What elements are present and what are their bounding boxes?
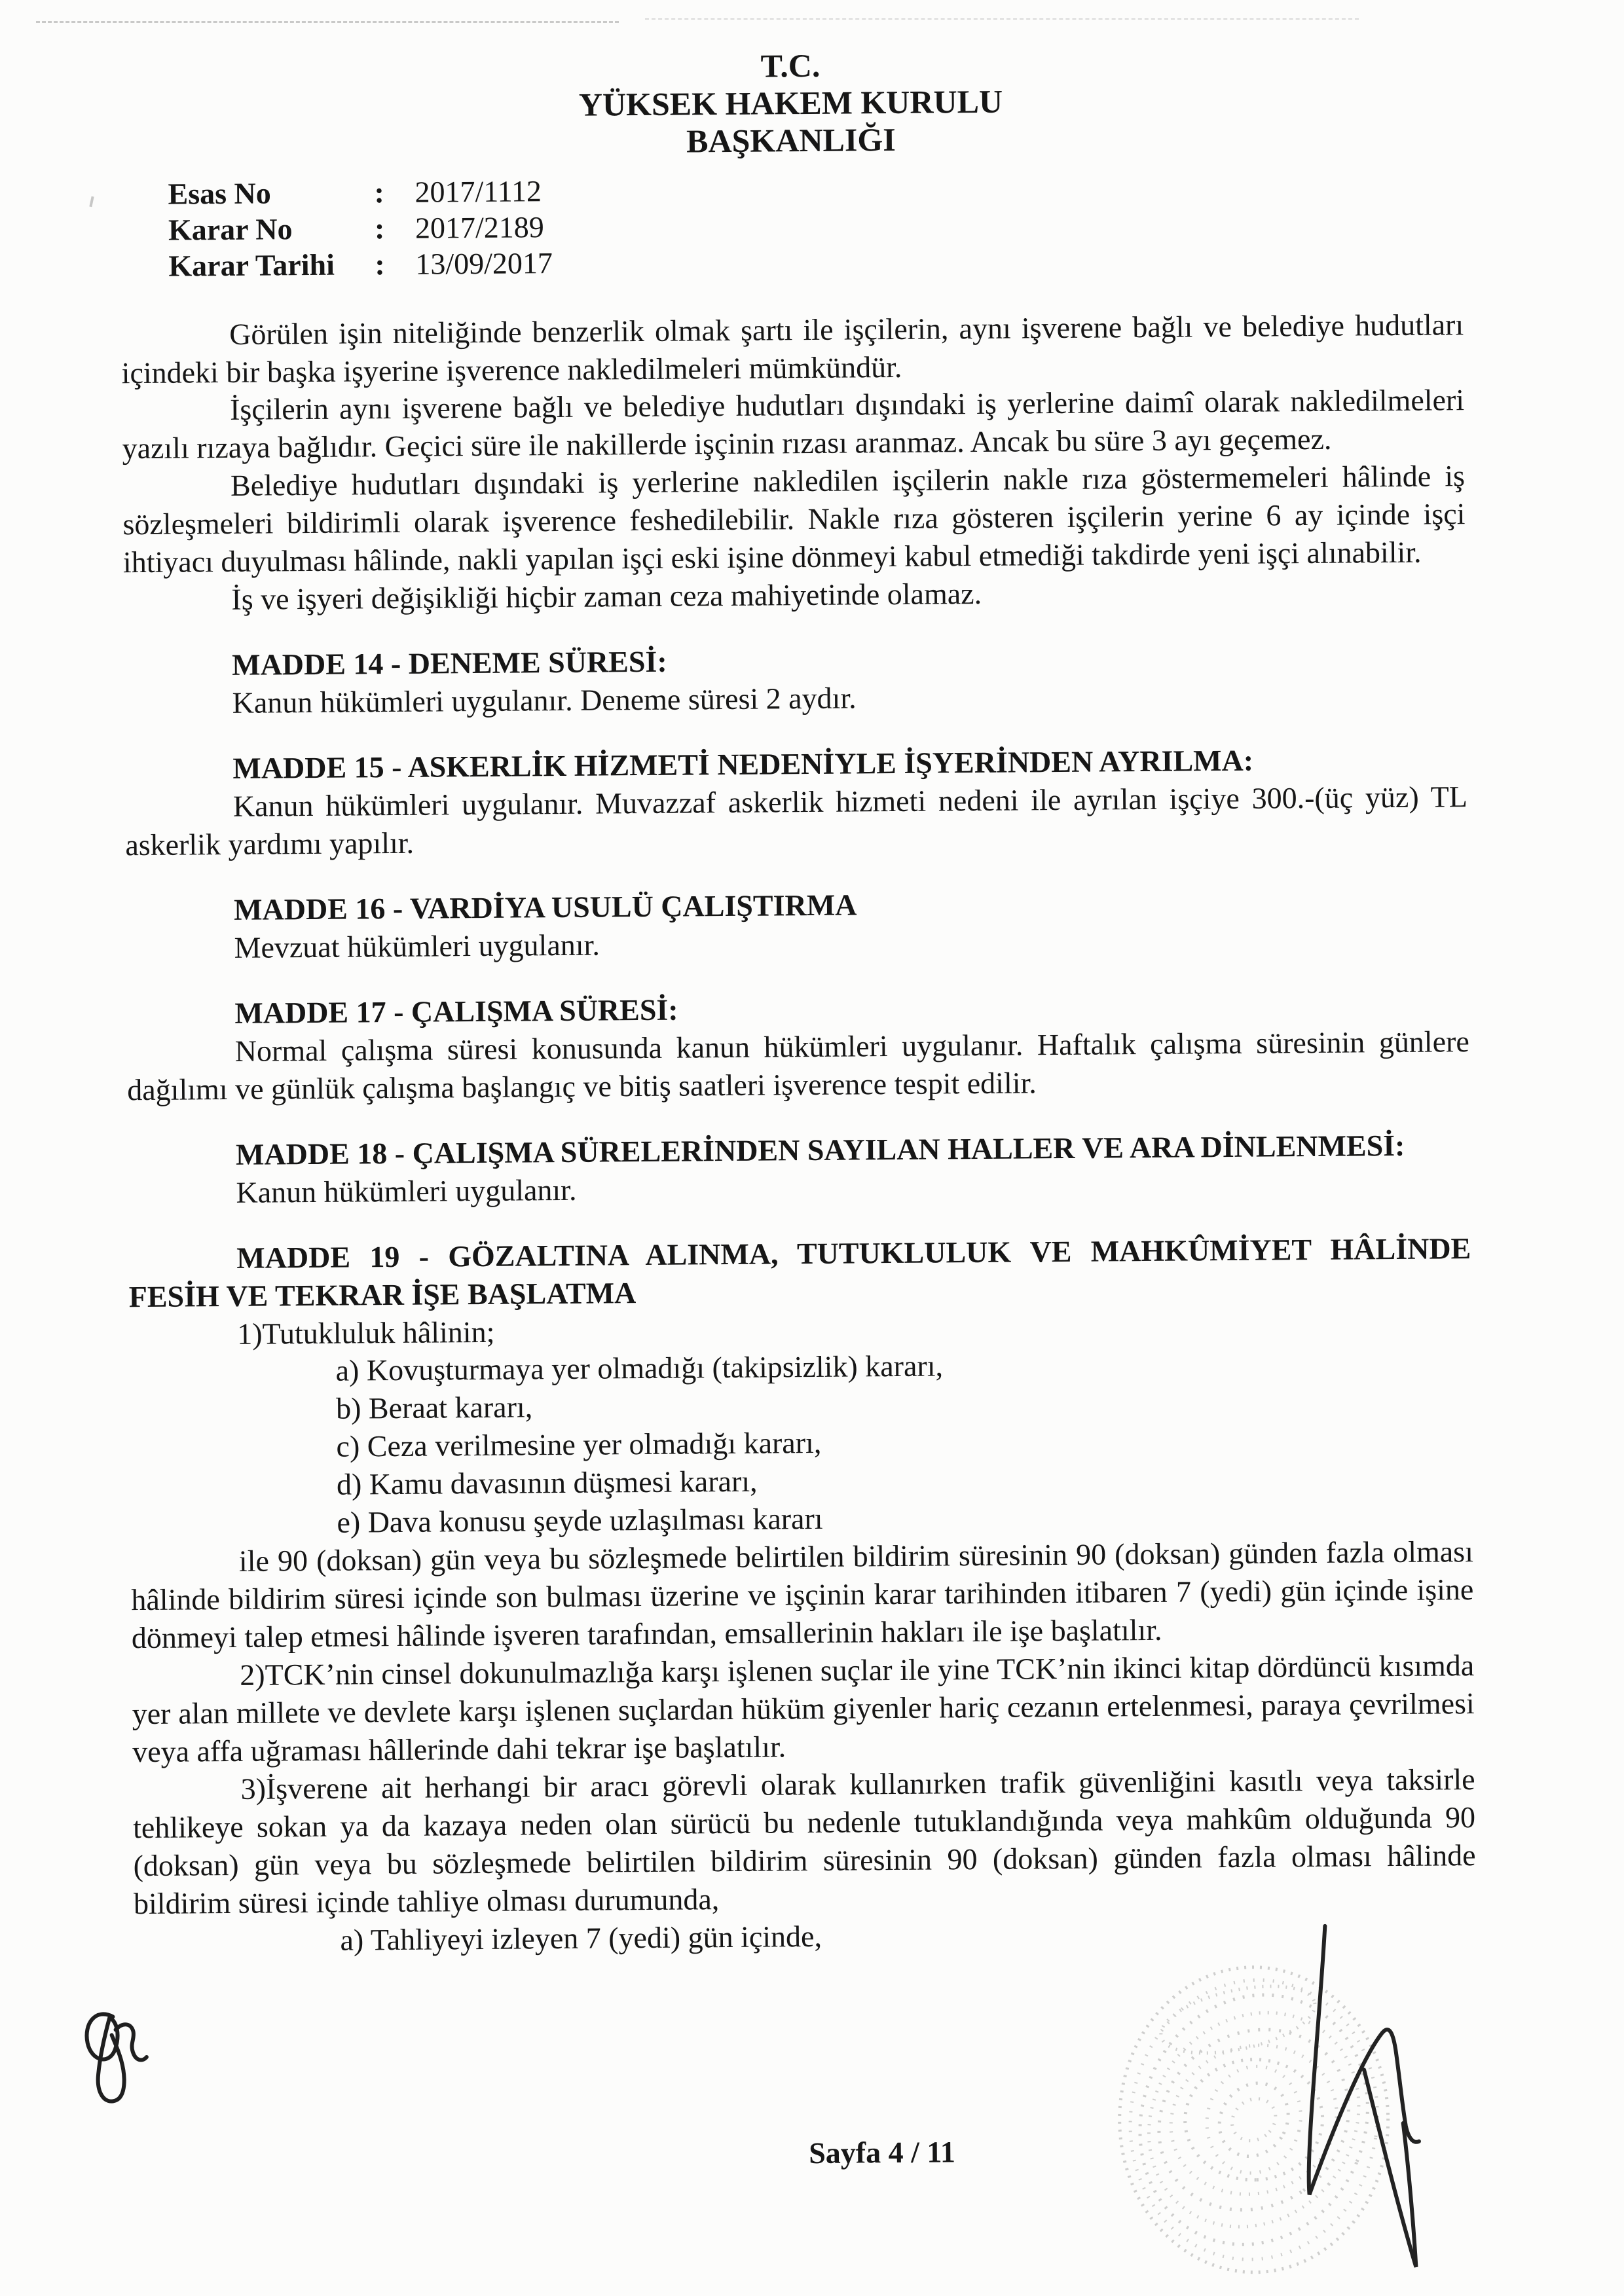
article-heading: MADDE 17 - ÇALIŞMA SÜRESİ: [234,993,678,1030]
paragraph-transfer-consent: İşçilerin aynı işverene bağlı ve belediye hudutları dışındaki iş yerlerine daimî olarak nakledilmeleri yazılı rızaya bağlıdır. Geçici süre ile nakillerde işçinin rızası aranmaz. Ancak bu süre 3 ayı geçemez. [122,383,1465,465]
faded-round-stamp [1100,1958,1407,2282]
article-body: Kanun hükümleri uygulanır. Deneme süresi 2 aydır. [232,681,857,720]
article-body: Kanun hükümleri uygulanır. Muvazzaf askerlik hizmeti nedeni ile ayrılan işçiye 300.-(üç yüz) TL askerlik yardımı yapılır. [125,780,1468,862]
article-madde-14 [124,636,1467,723]
article-madde-17 [126,985,1469,1109]
article-madde-16 [126,881,1469,968]
page-number: Sayfa 4 / 11 [809,2135,956,2170]
paragraph-transfer-possibility: Görülen işin niteliğinde benzerlik olmak şartı ile işçilerin, aynı işverene bağlı ve belediye hudutları içindeki bir başka işyerine işverence nakledilmeleri mümkündür. [121,307,1464,390]
decision-body [121,306,1477,1961]
esas-no-label: Esas No [168,176,271,211]
article-heading: MADDE 19 - GÖZALTINA ALINMA, TUTUKLULUK VE MAHKÛMİYET HÂLİNDE FESİH VE TEKRAR İŞE BAŞLATMA [128,1231,1471,1313]
karar-no-label: Karar No [168,212,293,247]
letterhead-board-line: YÜKSEK HAKEM KURULU [578,82,1003,123]
pen-signature-stroke [1307,1925,1420,2268]
list-item-a: a) Kovuşturmaya yer olmadığı (takipsizlik) kararı, [335,1349,944,1388]
paragraph-no-punishment: İş ve işyeri değişikliği hiçbir zaman ceza mahiyetinde olamaz. [231,577,982,617]
list-item-c: c) Ceza verilmesine yer olmadığı kararı, [336,1426,822,1464]
article-body: Normal çalışma süresi konusunda kanun hükümleri uygulanır. Haftalık çalışma süresinin günlere dağılımı ve günlük çalışma başlangıç ve bitiş saatleri işverence tespit edilir. [127,1024,1469,1106]
article-heading: MADDE 16 - VARDİYA USULÜ ÇALIŞTIRMA [233,888,857,926]
list-item-tahliye: a) Tahliyeyi izleyen 7 (yedi) gün içinde, [340,1919,822,1957]
karar-tarihi-value: 13/09/2017 [415,246,553,282]
esas-no-value: 2017/1112 [415,174,542,209]
separator-colon: : [375,247,385,282]
paragraph-vehicle-accident: 3)İşverene ait herhangi bir aracı görevli olarak kullanırken trafik güvenliğini kasıtlı veya taksirle tehlikeye sokan ya da kazaya neden olan sürücü bu nedenle tutuklandığında veya mahkûm olduğunda 90 (doksan) gün veya bu sözleşmede belirtilen bildirim süresinin 90 (doksan) günden fazla olması hâlinde bildirim süresi içinde tahliye olması durumunda, [132,1762,1476,1920]
paragraph-transfer-refusal: Belediye hudutları dışındaki iş yerlerine nakledilen işçilerin nakle rıza göstermemeleri hâlinde iş sözleşmeleri bildirimli olarak işverence feshedilebilir. Nakle rıza gösteren işçilerin yerine 6 ay içinde işçi ihtiyacı duyulması hâlinde, nakli yapılan işçi eski işine dönmeyi kabul etmediği takdirde yeni işçi alınabilir. [122,459,1466,579]
paragraph-ninety-days: ile 90 (doksan) gün veya bu sözleşmede belirtilen bildirim süresinin 90 (doksan) günden fazla olması hâlinde bildirim süresi içinde son bulması üzerine ve işçinin karar tarihinden itibaren 7 (yedi) gün içinde işine dönmeyi talep etmesi hâlinde işveren tarafından, emsallerinin hakları ile işe başlatılır. [131,1535,1474,1655]
letterhead-republic-line: T.C. [760,46,821,84]
document-content [119,42,1477,1961]
karar-tarihi-label: Karar Tarihi [168,248,335,283]
letterhead [119,42,1462,164]
list-item-d: d) Kamu davasının düşmesi kararı, [336,1465,758,1502]
handwritten-paraph-signature [86,2014,147,2102]
article-heading: MADDE 14 - DENEME SÜRESİ: [231,644,667,682]
paragraph-tck-crimes: 2)TCK’nin cinsel dokunulmazlığa karşı işlenen suçlar ile yine TCK’nin ikinci kitap dördüncü kısımda yer alan millete ve devlete karşı işlenen suçlardan hüküm giyenler hariç cezanın ertelenmesi, paraya çevrilmesi veya affa uğraması hâllerinde dahi tekrar işe başlatılır. [132,1649,1475,1769]
article-heading: MADDE 18 - ÇALIŞMA SÜRELERİNDEN SAYILAN HALLER VE ARA DİNLENMESİ: [235,1128,1405,1171]
list-item-e: e) Dava konusu şeyde uzlaşılması kararı [337,1502,823,1540]
article-body: Mevzuat hükümleri uygulanır. [234,928,600,964]
article-madde-15 [124,740,1467,864]
case-info-block [168,166,1463,284]
list-item-b: b) Beraat kararı, [335,1390,533,1426]
article-heading: MADDE 15 - ASKERLİK HİZMETİ NEDENİYLE İŞYERİNDEN AYRILMA: [232,743,1254,786]
separator-colon: : [374,175,385,210]
article-body: 1)Tutukluluk hâlinin; [236,1315,495,1351]
article-madde-18 [128,1126,1471,1212]
article-body: Kanun hükümleri uygulanır. [236,1173,577,1209]
letterhead-presidency-line: BAŞKANLIĞI [686,120,896,160]
article-madde-19 [128,1230,1471,1354]
karar-no-value: 2017/2189 [415,210,544,245]
separator-colon: : [374,211,385,246]
